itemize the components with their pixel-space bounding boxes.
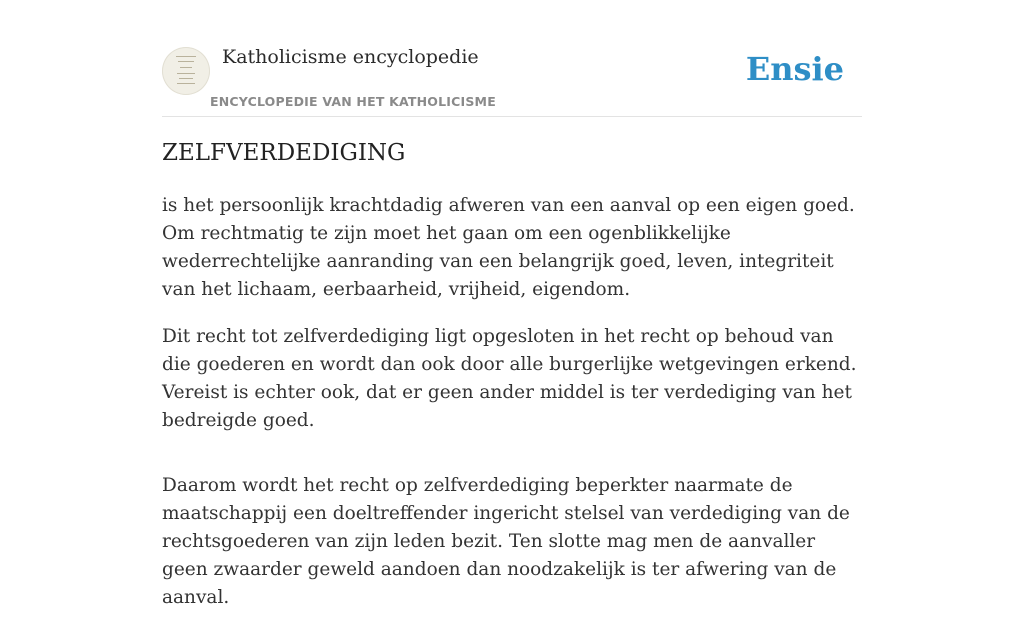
- encyclopedia-title[interactable]: Katholicisme encyclopedie: [222, 46, 479, 68]
- book-cover-icon[interactable]: [162, 47, 210, 95]
- site-header: [162, 40, 862, 117]
- ensie-logo[interactable]: Ensie: [745, 50, 844, 88]
- entry-paragraph: Daarom wordt het recht op zelfverdediging beperkter naarmate de maatschappij een doeltreffender ingericht stelsel van verdediging van de rechtsgoederen van zijn leden bezit. Ten slotte mag men de aanvaller geen zwaarder geweld aandoen dan noodzakelijk is ter afwering van de aanval.: [162, 475, 850, 608]
- entry-body: [162, 192, 862, 631]
- encyclopedia-subtitle: ENCYCLOPEDIE VAN HET KATHOLICISME: [210, 94, 496, 109]
- entry-paragraph: Dit recht tot zelfverdediging ligt opgesloten in het recht op behoud van die goederen en wordt dan ook door alle burgerlijke wetgevingen erkend. Vereist is echter ook, dat er geen ander middel is ter verdediging van het bedreigde goed.: [162, 326, 857, 431]
- entry-title: ZELFVERDEDIGING: [162, 140, 406, 166]
- entry-paragraph: is het persoonlijk krachtdadig afweren van een aanval op een eigen goed. Om rechtmatig te zijn moet het gaan om een ogenblikkelijke wederrechtelijke aanranding van een belangrijk goed, leven, integriteit van het lichaam, eerbaarheid, vrijheid, eigendom.: [162, 195, 855, 300]
